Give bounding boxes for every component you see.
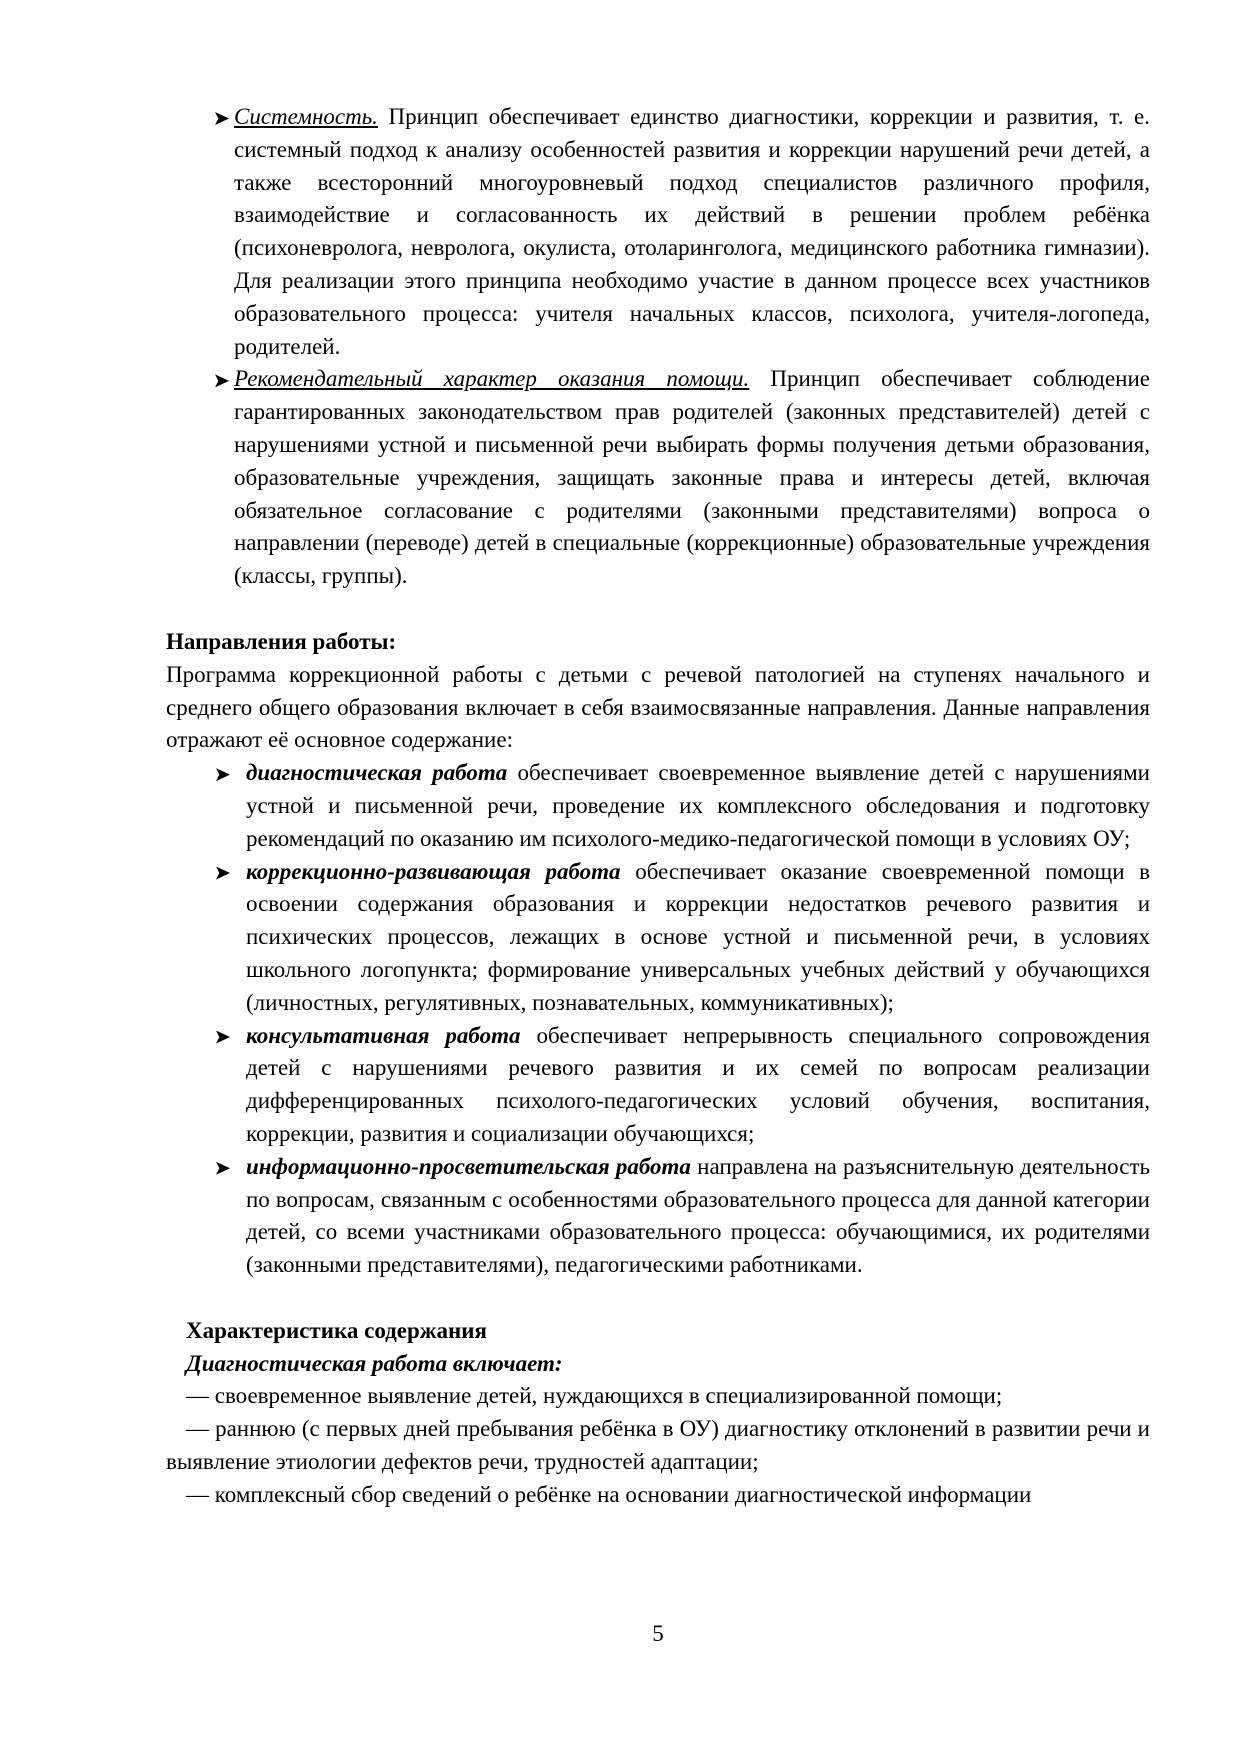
arrowhead-bullet-icon — [216, 1151, 246, 1184]
direction-lead: информационно-просветительская работа — [246, 1153, 691, 1179]
diagnostic-list-item: — комплексный сбор сведений о ребёнке на основании диагностической информации — [186, 1481, 1032, 1507]
arrowhead-bullet-icon — [215, 101, 234, 134]
diagnostic-work-subheading: Диагностическая работа включает: — [186, 1350, 563, 1376]
direction-item-consultative — [166, 1020, 1150, 1151]
page-content — [166, 101, 1150, 1512]
direction-lead: консультативная работа — [246, 1022, 521, 1048]
arrowhead-icon — [215, 374, 229, 387]
diagnostic-list-item: — своевременное выявление детей, нуждающихся в специализированной помощи; — [186, 1383, 1003, 1409]
directions-heading: Направления работы: — [166, 628, 397, 654]
arrowhead-icon — [216, 1162, 230, 1175]
direction-lead: коррекционно-развивающая работа — [246, 858, 621, 884]
direction-item-correctional — [166, 856, 1150, 1020]
arrowhead-bullet-icon — [216, 757, 246, 790]
direction-text: направлена на разъяснительную деятельность по вопросам, связанным с особенностями образовательного процесса для данной категории детей, со всеми участниками образовательного процесса: обучающимися, их родителями (законными представителями), педагогическими работниками. — [246, 1153, 1150, 1278]
arrowhead-bullet-icon — [216, 1020, 246, 1053]
directions-intro: Программа коррекционной работы с детьми с речевой патологией на ступенях начального и среднего общего образования включает в себя взаимосвязанные направления. Данные направления отражают её основное содержание: — [166, 661, 1150, 753]
direction-text: обеспечивает непрерывность специального сопровождения детей с нарушениями речевого развития и их семей по вопросам реализации дифференцированных психолого-педагогических условий обучения, воспитания, коррекции, развития и социализации обучающихся; — [246, 1022, 1151, 1146]
principle-text: Принцип обеспечивает единство диагностики, коррекции и развития, т. е. системный подход к анализу особенностей развития и коррекции нарушений речи детей, а также всесторонний многоуровневый подход специалистов различного профиля, взаимодействие и согласованность их действий в решении проблем ребёнка (психоневролога, невролога, окулиста, отоларинголога, медицинского работника гимназии). Для реализации этого принципа необходимо участие в данном процессе всех участников образовательного процесса: учителя начальных классов, психолога, учителя-логопеда, родителей. — [234, 104, 1151, 359]
arrowhead-bullet-icon — [215, 363, 234, 396]
arrowhead-icon — [216, 1031, 230, 1044]
direction-item-informational — [166, 1151, 1150, 1282]
direction-item-diagnostic — [166, 757, 1150, 855]
diagnostic-list-item: — раннюю (с первых дней пребывания ребёнка в ОУ) диагностику отклонений в развитии речи и выявление этиологии дефектов речи, трудностей адаптации; — [166, 1416, 1150, 1475]
principle-lead: Системность. — [234, 104, 378, 129]
principle-lead: Рекомендательный характер оказания помощи. — [234, 366, 750, 392]
principle-item-recommendation — [166, 363, 1150, 593]
arrowhead-icon — [216, 867, 230, 880]
direction-lead: диагностическая работа — [246, 760, 508, 786]
characteristics-heading: Характеристика содержания — [186, 1317, 487, 1343]
page-number: 5 — [652, 1621, 664, 1646]
arrowhead-icon — [216, 768, 230, 781]
principle-text: Принцип обеспечивает соблюдение гарантированных законодательством прав родителей (законных представителей) детей с нарушениями устной и письменной речи выбирать формы получения детьми образования, образовательные учреждения, защищать законные права и интересы детей, включая обязательное согласование с родителями (законными представителями) вопроса о направлении (переводе) детей в специальные (коррекционные) образовательные учреждения (классы, группы). — [234, 366, 1151, 589]
blank-line — [166, 1282, 1150, 1315]
arrowhead-icon — [215, 112, 229, 125]
direction-text: обеспечивает своевременное выявление детей с нарушениями устной и письменной речи, проведение их комплексного обследования и подготовку рекомендаций по оказанию им психолого-медико-педагогической помощи в условиях ОУ; — [246, 760, 1150, 851]
direction-text: обеспечивает оказание своевременной помощи в освоении содержания образования и коррекции недостатков речевого развития и психических процессов, лежащих в основе устной и письменной речи, в условиях школьного логопункта; формирование универсальных учебных действий у обучающихся (личностных, регулятивных, познавательных, коммуникативных); — [246, 858, 1150, 1015]
arrowhead-bullet-icon — [216, 856, 246, 889]
principle-item-systemnost — [166, 101, 1150, 363]
blank-line — [166, 593, 1150, 626]
